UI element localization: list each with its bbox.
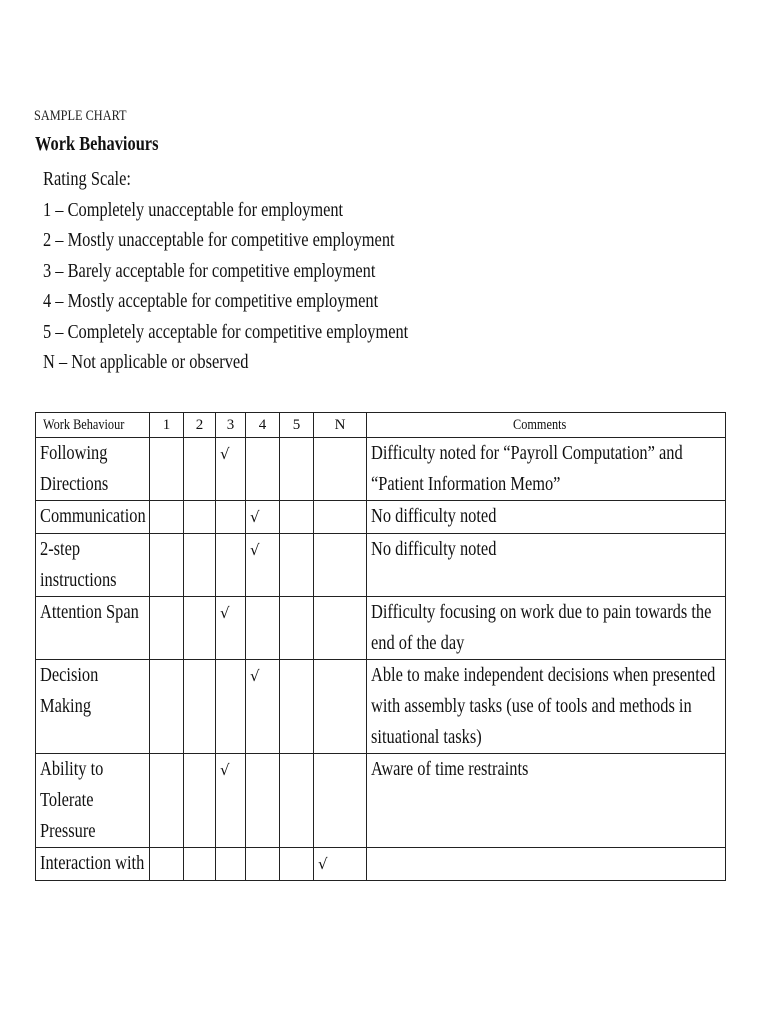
check-mark-icon: √ xyxy=(250,541,260,559)
header-work-behaviour: Work Behaviour xyxy=(36,413,150,438)
behaviour-label: 2-step instructions xyxy=(40,538,117,591)
header-rating-1: 1 xyxy=(150,413,184,438)
rating-cell-2 xyxy=(184,754,216,848)
comment-cell xyxy=(367,597,726,660)
behaviour-cell xyxy=(36,501,150,534)
check-mark-icon: √ xyxy=(318,855,328,873)
rating-cell-5 xyxy=(280,438,314,501)
rating-cell-2 xyxy=(184,848,216,881)
rating-cell-n xyxy=(314,501,367,534)
table-header-row xyxy=(36,413,726,438)
rating-cell-5 xyxy=(280,501,314,534)
rating-scale xyxy=(43,164,488,378)
check-mark-icon: √ xyxy=(220,445,230,463)
rating-cell-2 xyxy=(184,660,216,754)
rating-cell-3 xyxy=(216,438,246,501)
rating-cell-1 xyxy=(150,534,184,597)
rating-scale-item: N – Not applicable or observed xyxy=(43,351,249,373)
rating-cell-4 xyxy=(246,501,280,534)
comment-text: Aware of time restraints xyxy=(371,758,529,780)
rating-cell-1 xyxy=(150,501,184,534)
behaviour-label: Ability to Tolerate Pressure xyxy=(40,758,104,842)
rating-cell-n xyxy=(314,438,367,501)
behaviour-cell xyxy=(36,438,150,501)
comment-cell xyxy=(367,754,726,848)
check-mark-icon: √ xyxy=(220,604,230,622)
rating-scale-item: 5 – Completely acceptable for competitive employment xyxy=(43,320,409,343)
behaviour-cell xyxy=(36,660,150,754)
header-rating-5: 5 xyxy=(280,413,314,438)
rating-cell-3 xyxy=(216,534,246,597)
header-comments: Comments xyxy=(367,413,726,438)
check-mark-icon: √ xyxy=(220,761,230,779)
work-behaviour-table xyxy=(35,412,726,881)
rating-cell-1 xyxy=(150,438,184,501)
rating-cell-1 xyxy=(150,597,184,660)
comment-text: Difficulty noted for “Payroll Computation” and “Patient Information Memo” xyxy=(371,442,683,495)
rating-scale-item: 2 – Mostly unacceptable for competitive employment xyxy=(43,229,395,251)
comment-text: No difficulty noted xyxy=(371,538,497,560)
header-rating-3: 3 xyxy=(216,413,246,438)
rating-cell-n xyxy=(314,597,367,660)
document-label: SAMPLE CHART xyxy=(34,108,127,124)
rating-cell-4 xyxy=(246,534,280,597)
table-body xyxy=(36,438,726,881)
rating-cell-4 xyxy=(246,597,280,660)
comment-text: No difficulty noted xyxy=(371,505,497,527)
document-title: Work Behaviours xyxy=(35,133,159,155)
rating-cell-2 xyxy=(184,501,216,534)
rating-scale-item: 4 – Mostly acceptable for competitive employment xyxy=(43,290,379,312)
table-row xyxy=(36,660,726,754)
header-rating-4: 4 xyxy=(246,413,280,438)
rating-cell-n xyxy=(314,848,367,881)
rating-cell-5 xyxy=(280,597,314,660)
header-rating-2: 2 xyxy=(184,413,216,438)
table-row xyxy=(36,501,726,534)
rating-cell-1 xyxy=(150,660,184,754)
comment-cell xyxy=(367,438,726,501)
comment-cell xyxy=(367,848,726,881)
header-rating-n: N xyxy=(314,413,367,438)
comment-cell xyxy=(367,501,726,534)
rating-scale-heading: Rating Scale: xyxy=(43,168,131,190)
rating-scale-item: 1 – Completely unacceptable for employment xyxy=(43,198,344,221)
rating-cell-2 xyxy=(184,438,216,501)
rating-cell-4 xyxy=(246,754,280,848)
behaviour-cell xyxy=(36,597,150,660)
rating-cell-n xyxy=(314,534,367,597)
rating-cell-3 xyxy=(216,597,246,660)
behaviour-label: Attention Span xyxy=(40,601,139,623)
rating-cell-5 xyxy=(280,660,314,754)
behaviour-label: Communication xyxy=(40,505,146,527)
behaviour-label: Interaction with xyxy=(40,852,145,874)
table-row xyxy=(36,848,726,881)
rating-cell-5 xyxy=(280,534,314,597)
comment-text: Able to make independent decisions when presented with assembly tasks (use of tools and methods in situational tasks) xyxy=(371,664,716,748)
table-row xyxy=(36,534,726,597)
table-row xyxy=(36,754,726,848)
check-mark-icon: √ xyxy=(250,667,260,685)
comment-text: Difficulty focusing on work due to pain towards the end of the day xyxy=(371,601,712,654)
rating-cell-1 xyxy=(150,848,184,881)
rating-cell-2 xyxy=(184,534,216,597)
rating-cell-4 xyxy=(246,660,280,754)
rating-cell-n xyxy=(314,660,367,754)
check-mark-icon: √ xyxy=(250,508,260,526)
rating-cell-n xyxy=(314,754,367,848)
table-row xyxy=(36,438,726,501)
rating-cell-3 xyxy=(216,660,246,754)
comment-cell xyxy=(367,660,726,754)
behaviour-cell xyxy=(36,754,150,848)
rating-cell-5 xyxy=(280,754,314,848)
rating-cell-4 xyxy=(246,848,280,881)
behaviour-cell xyxy=(36,848,150,881)
rating-cell-3 xyxy=(216,754,246,848)
rating-cell-3 xyxy=(216,848,246,881)
table-row xyxy=(36,597,726,660)
rating-cell-3 xyxy=(216,501,246,534)
rating-cell-2 xyxy=(184,597,216,660)
behaviour-label: Decision Making xyxy=(40,664,99,717)
behaviour-cell xyxy=(36,534,150,597)
rating-cell-5 xyxy=(280,848,314,881)
behaviour-label: Following Directions xyxy=(40,442,109,495)
comment-cell xyxy=(367,534,726,597)
rating-cell-1 xyxy=(150,754,184,848)
rating-cell-4 xyxy=(246,438,280,501)
rating-scale-item: 3 – Barely acceptable for competitive employment xyxy=(43,259,376,282)
